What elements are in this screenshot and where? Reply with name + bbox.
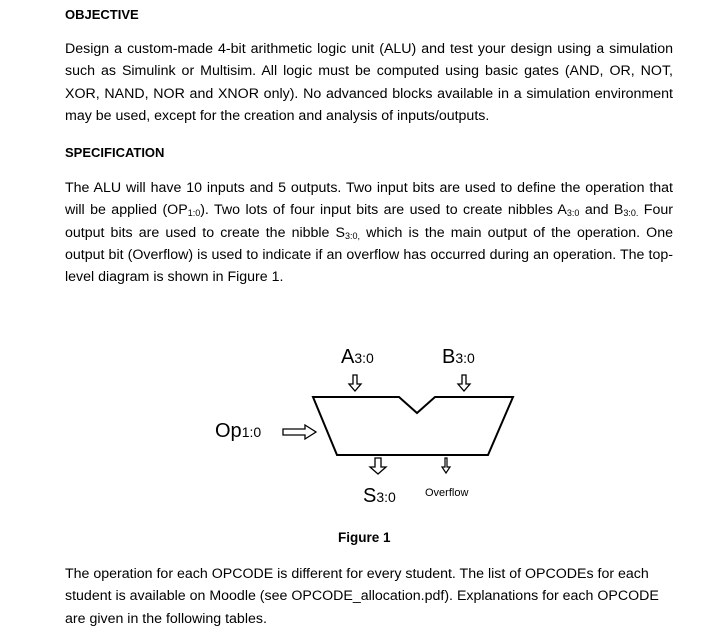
alu-diagram (0, 300, 715, 530)
closing-paragraph: The operation for each OPCODE is different for every student. The list of OPCODEs for each student is available on Moodle (see OPCODE_allocation.pdf). Explanations for each OPCODE are given in the following tables. (65, 566, 659, 627)
label-s: S3:0 (363, 485, 396, 507)
objective-paragraph: Design a custom-made 4-bit arithmetic logic unit (ALU) and test your design using a simulation such as Simulink or Multisim. All logic must be computed using basic gates (AND, OR, NOT, XOR, NAND, NOR and XNOR only). No advanced blocks available in a simulation environment may be used, except for the creation and analysis of inputs/outputs. (65, 41, 673, 124)
s-output-arrow (370, 458, 386, 474)
alu-block (313, 397, 513, 455)
b-input-arrow (458, 375, 470, 391)
overflow-output-arrow (442, 458, 450, 473)
a-input-arrow (349, 375, 361, 391)
specification-heading: SPECIFICATION (65, 145, 165, 160)
op-input-arrow (283, 425, 316, 439)
objective-heading: OBJECTIVE (65, 7, 139, 22)
label-a: A3:0 (341, 346, 374, 368)
label-overflow: Overflow (425, 487, 469, 499)
figure-caption: Figure 1 (338, 530, 391, 545)
label-op: Op1:0 (215, 420, 262, 442)
specification-paragraph: The ALU will have 10 inputs and 5 outputs. Two input bits are used to define the operation that will be applied $(OP_{1:0})$. Two lots of four input bits are used to create nibbles $A_{3:0}$ and $B_{3:0.}$ Four output bits are used to create the nibble $S_{3:0,}$ which is the main output of the operation. One output bit (Overflow) is used to indicate if an overflow has occurred during an operation. The top-level diagram is shown in Figure 1. (65, 180, 673, 286)
label-b: B3:0 (442, 346, 475, 368)
